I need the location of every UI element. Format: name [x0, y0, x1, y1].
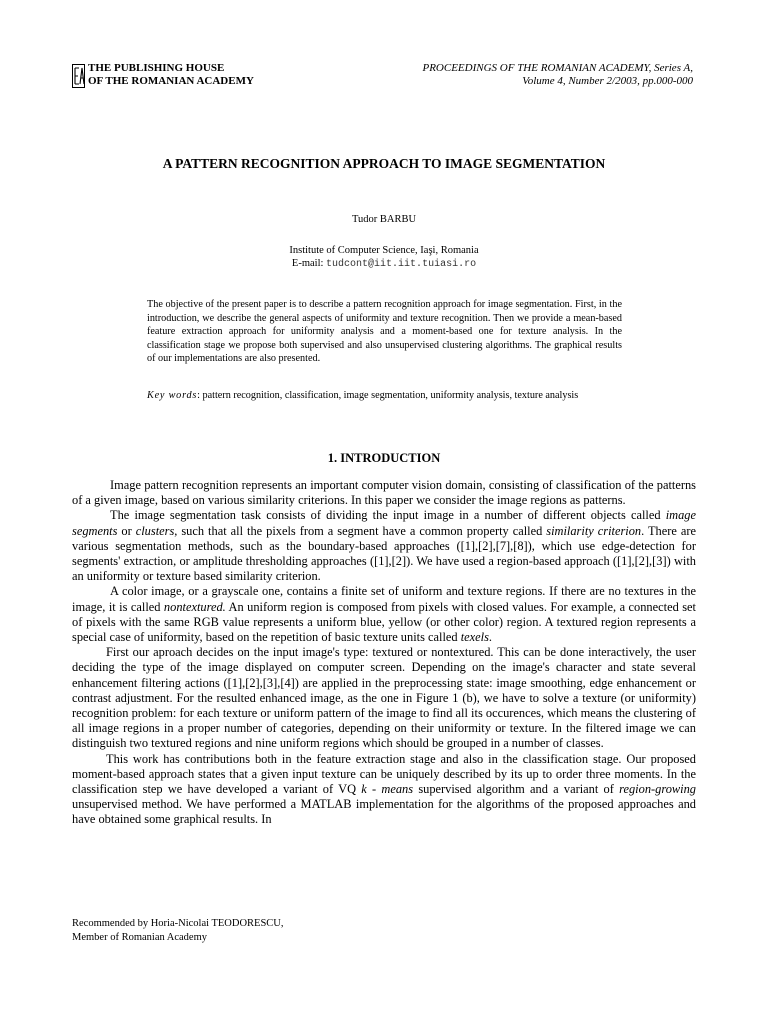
keywords-list: : pattern recognition, classification, image segmentation, uniformity analysis, texture analysis: [197, 390, 579, 401]
text-run: unsupervised method. We have performed a MATLAB implementation for the algorithms of the proposed approaches and have obtained some graphical results. In: [72, 797, 696, 827]
email-address[interactable]: tudcont@iit.iit.tuiasi.ro: [326, 259, 477, 270]
paragraph-3: [72, 584, 696, 645]
text-run: A color image, or a grayscale one, contains a finite set of uniform and texture regions. If there are no textures in the image, it is called: [72, 584, 696, 614]
email-line: [60, 258, 708, 270]
text-run: An uniform region is composed from pixels with closed values. For example, a connected set of pixels with the same RGB value represents a uniform blue, yellow (or other color) region. A textured region represents a special case of uniformity, based on the repetition of basic texture units called: [72, 599, 696, 645]
abstract: The objective of the present paper is to describe a pattern recognition approach for image segmentation. First, in the introduction, we describe the general aspects of uniformity and texture recognition. Then we provide a mean-based feature extraction approach for uniformity analysis and a moment-based one for texture analysis. In the classification stage we propose both supervised and also unsupervised clustering algorithms. The graphical results of our implementations are also presented.: [147, 299, 622, 364]
affiliation: Institute of Computer Science, Iaşi, Romania: [289, 245, 479, 256]
recommended-by: Recommended by Horia-Nicolai TEODORESCU,: [72, 918, 284, 929]
keywords: [147, 389, 622, 403]
italic-term: image segments: [72, 508, 696, 538]
journal-title: PROCEEDINGS OF THE ROMANIAN ACADEMY, Series A,: [422, 62, 693, 74]
text-run: .: [488, 630, 493, 645]
journal-volume: Volume 4, Number 2/2003, pp.000-000: [522, 75, 693, 87]
text-run: , such that all the pixels from a segment have a common property called: [174, 523, 547, 538]
text-run: The image segmentation task consists of dividing the input image in a number of different objects called: [110, 508, 666, 523]
keywords-label: Key words: [147, 390, 198, 401]
email-label: E-mail:: [291, 258, 327, 269]
paragraph-2: [72, 508, 696, 584]
paper-title: A PATTERN RECOGNITION APPROACH TO IMAGE SEGMENTATION: [162, 156, 606, 171]
journal-info: [422, 62, 693, 88]
text-run: or: [117, 523, 136, 538]
publisher-name: [88, 62, 254, 88]
publisher-line-1: THE PUBLISHING HOUSE: [88, 62, 225, 74]
italic-term: similarity criterion: [546, 523, 642, 538]
member-line: Member of Romanian Academy: [72, 932, 208, 943]
paragraph-1: Image pattern recognition represents an important computer vision domain, consisting of classification of the patterns of a given image, based on various similarity criterions. In this paper we consider the image regions as patterns.: [72, 478, 696, 508]
paragraph-4: First our aproach decides on the input image's type: textured or nontextured. This can be done interactively, the user deciding the type of the image displayed on computer screen. Depending on the image's character and state several enhancement filtering actions ([1],[2],[3],[4]) are applied in the preprocessing state: image smoothing, edge enhancement or contrast adjustment. For the resulted enhanced image, as the one in Figure 1 (b), we have to solve a texture (or uniformity) recognition problem: for each texture or uniform pattern of the image to find all its occurences, which means the clustering of all image regions in a proper number of categories, depending on their uniformity or texture. In the filtered image we can distinguish two textured regions and nine uniform regions which should be grouped in a number of classes.: [72, 645, 696, 751]
text-run: This work has contributions both in the feature extraction stage and also in the classification stage. Our proposed moment-based approach states that a given input texture can be uniquely described by its up to order three moments. In the classification step we have developed a variant of VQ: [72, 751, 696, 797]
body-text: [72, 478, 696, 828]
academy-logo-icon: [72, 64, 85, 88]
text-run: . There are various segmentation methods, such as the boundary-based approaches ([1],[2],[7],[8]), which use edge-detection for segments' extraction, or amplitude thresholding approaches ([1],[2]). We have used a region-based approach ([1],[2],[3]) with an uniformity or texture based similarity criterion.: [72, 523, 696, 584]
publisher-line-2: OF THE ROMANIAN ACADEMY: [88, 75, 254, 87]
italic-term: texels: [460, 630, 489, 645]
paragraph-5: [72, 752, 696, 828]
section-heading: 1. INTRODUCTION: [327, 451, 441, 465]
footnote: [72, 917, 284, 945]
italic-term: clusters: [135, 523, 175, 538]
text-run: supervised algorithm and a variant of: [413, 782, 620, 797]
italic-term: nontextured.: [163, 599, 226, 614]
author-name: Tudor BARBU: [351, 214, 417, 225]
italic-term: region-growing: [619, 782, 696, 797]
italic-term: k - means: [361, 782, 414, 797]
